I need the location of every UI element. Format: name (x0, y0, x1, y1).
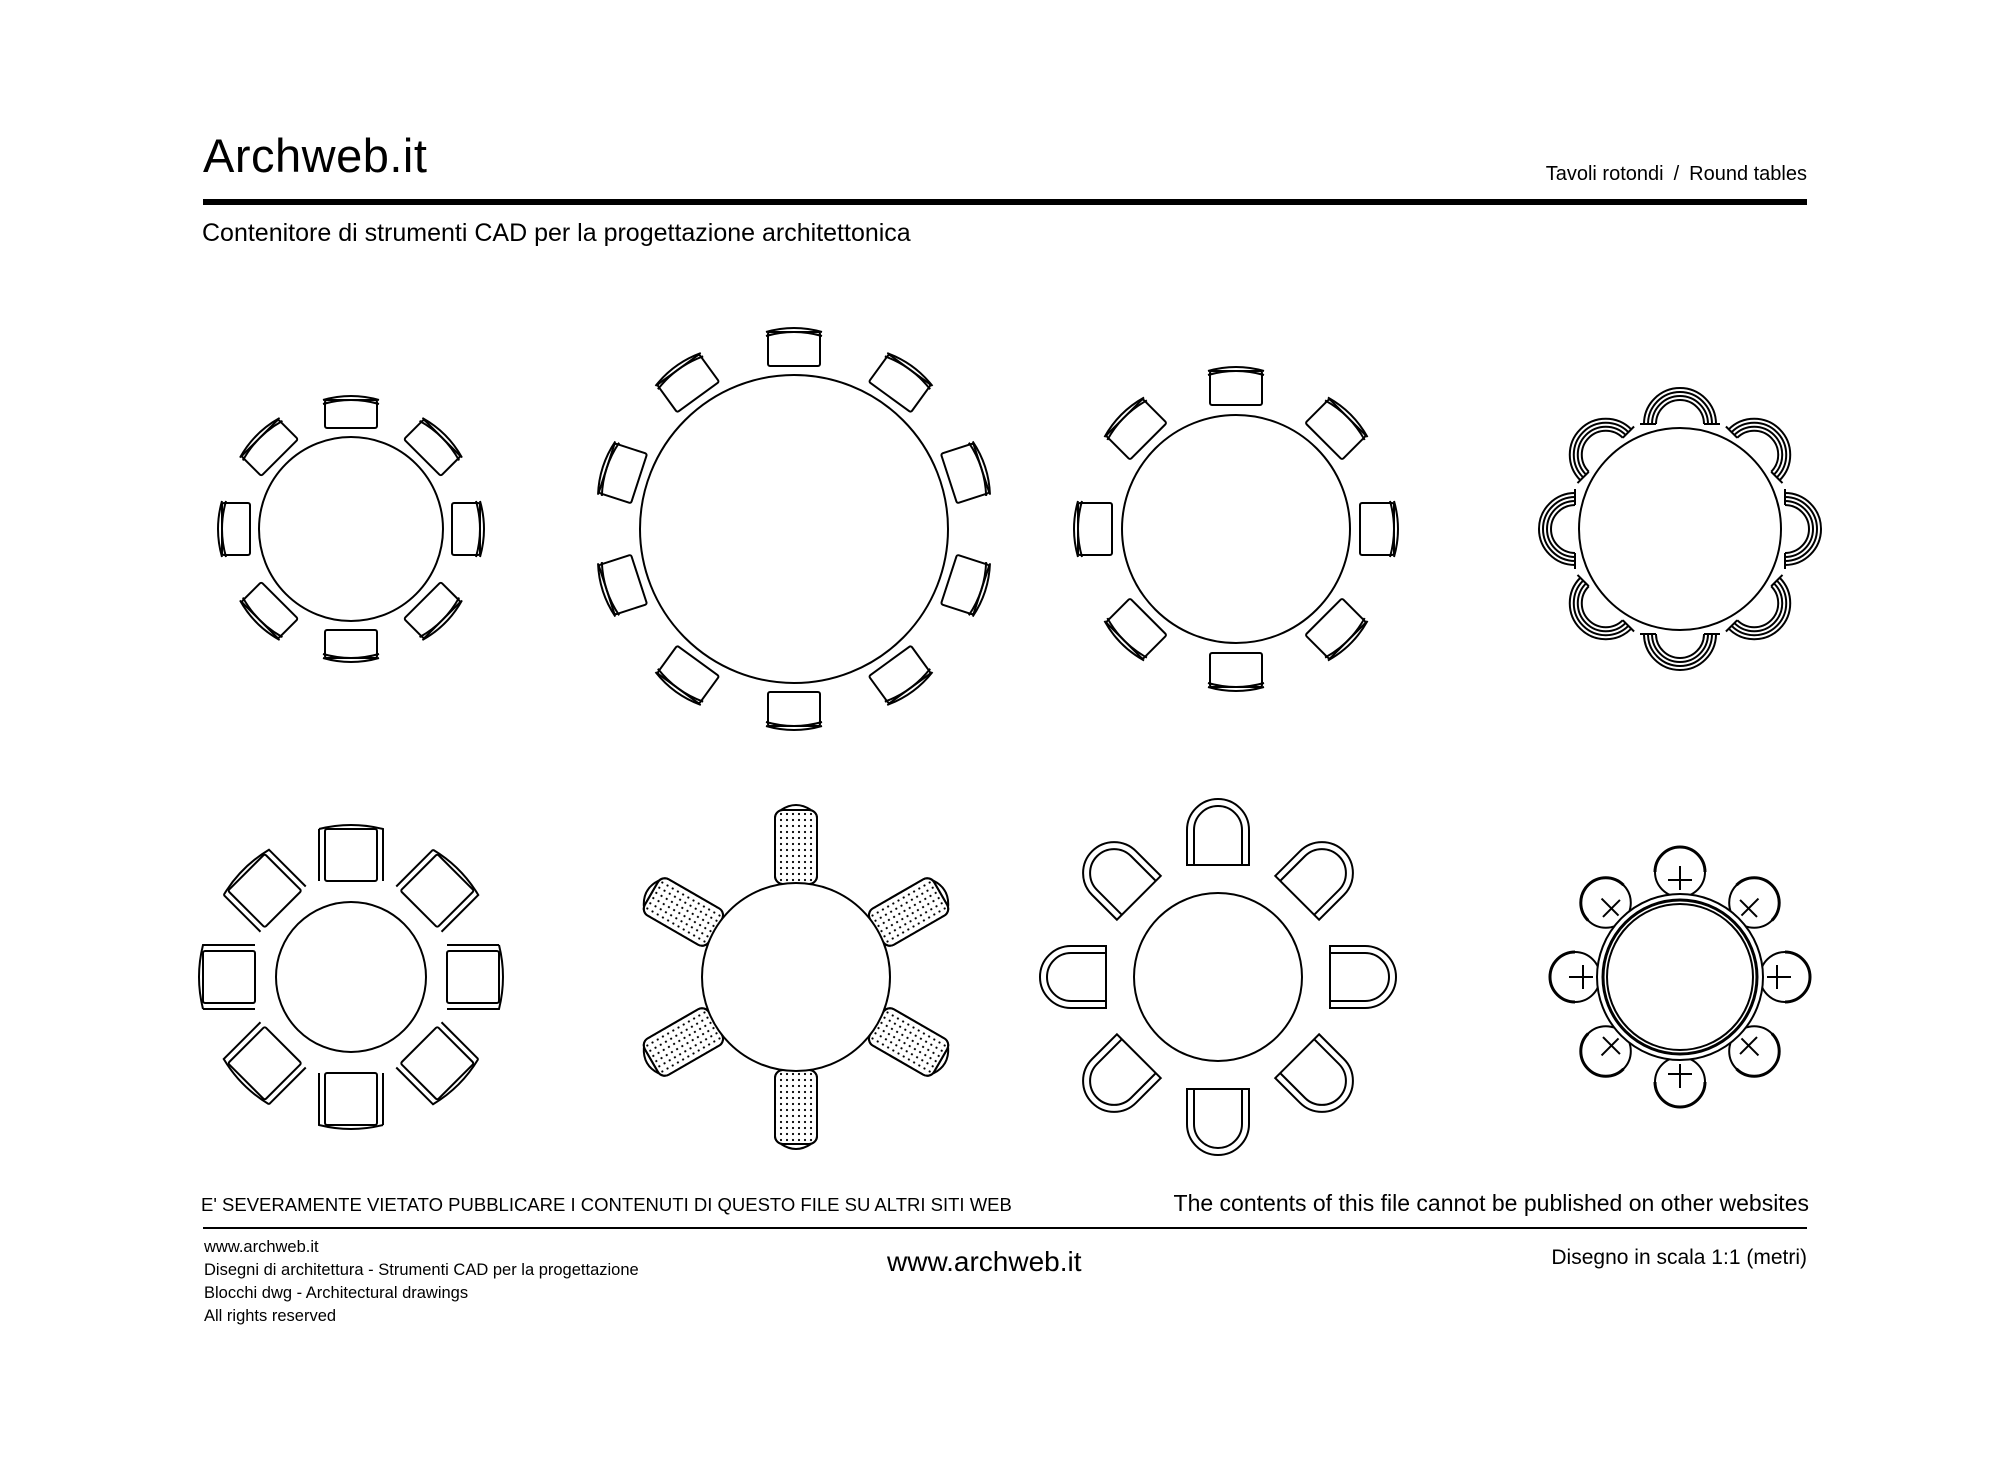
tagline: Contenitore di strumenti CAD per la progettazione architettonica (202, 219, 911, 247)
chair (319, 1073, 383, 1129)
chair (594, 440, 647, 505)
chair (1187, 799, 1249, 865)
chair (775, 1070, 817, 1149)
table-block-square-chair (594, 328, 994, 730)
chair (199, 945, 255, 1009)
footer-credit-line: Blocchi dwg - Architectural drawings (204, 1284, 469, 1302)
chair (221, 1022, 306, 1107)
chair (1330, 946, 1396, 1008)
table-top (276, 902, 426, 1052)
chair (1187, 1089, 1249, 1155)
chair (775, 805, 817, 884)
chair (1040, 946, 1106, 1008)
chair (452, 501, 484, 557)
chair (940, 553, 993, 618)
table-block-hatched-chair (637, 805, 956, 1149)
chair (1785, 489, 1821, 569)
table-block-armchair (199, 825, 503, 1129)
table-block-square-chair (1074, 367, 1398, 691)
chair (319, 825, 383, 881)
table-block-u-chair (1040, 799, 1396, 1155)
footer-credit-line: www.archweb.it (204, 1238, 319, 1256)
footer-credit-line: All rights reserved (204, 1307, 337, 1325)
chair (1208, 367, 1264, 405)
footer-rule (203, 1227, 1807, 1229)
table-block-arc-chair (1539, 388, 1821, 670)
chair (396, 847, 481, 932)
chair (1539, 489, 1575, 569)
chair (1655, 1057, 1705, 1107)
table-top (1134, 893, 1302, 1061)
table-top (640, 375, 948, 683)
chair (940, 440, 993, 505)
copyright-warning-english: The contents of this file cannot be published on other websites (1173, 1190, 1809, 1216)
section-title-en: Round tables (1689, 163, 1807, 185)
table-top (1122, 415, 1350, 643)
chair (447, 945, 503, 1009)
chair (323, 630, 379, 662)
chair (221, 847, 306, 932)
chair (1074, 501, 1112, 557)
table-block-square-chair (218, 396, 484, 662)
footer-url-link[interactable]: www.archweb.it (887, 1246, 1082, 1277)
chair (1275, 829, 1366, 920)
chair (1275, 1034, 1366, 1125)
chair (1070, 1034, 1161, 1125)
chair (1070, 829, 1161, 920)
section-title-it: Tavoli rotondi (1545, 163, 1664, 185)
scale-note: Disegno in scala 1:1 (metri) (1551, 1246, 1807, 1269)
chair (218, 501, 250, 557)
chair (1640, 634, 1720, 670)
table-top (1597, 894, 1763, 1060)
chair (1655, 847, 1705, 897)
table-top (702, 883, 890, 1071)
footer-credit-line: Disegni di architettura - Strumenti CAD per la progettazione (204, 1261, 639, 1279)
chair (396, 1022, 481, 1107)
chair (1760, 952, 1810, 1002)
chair (1360, 501, 1398, 557)
copyright-warning-italian: E' SEVERAMENTE VIETATO PUBBLICARE I CONTENUTI DI QUESTO FILE SU ALTRI SITI WEB (201, 1194, 1012, 1215)
table-top (1579, 428, 1781, 630)
section-separator: / (1673, 163, 1680, 185)
chair (1640, 388, 1720, 424)
chair (594, 553, 647, 618)
chair (1550, 952, 1600, 1002)
chair (766, 328, 822, 366)
table-block-ornate-chair (1550, 847, 1810, 1107)
chair (766, 692, 822, 730)
table-top (259, 437, 443, 621)
chair (323, 396, 379, 428)
chair (1208, 653, 1264, 691)
footer-credits (204, 1236, 639, 1328)
brand-logo: Archweb.it (203, 129, 428, 182)
